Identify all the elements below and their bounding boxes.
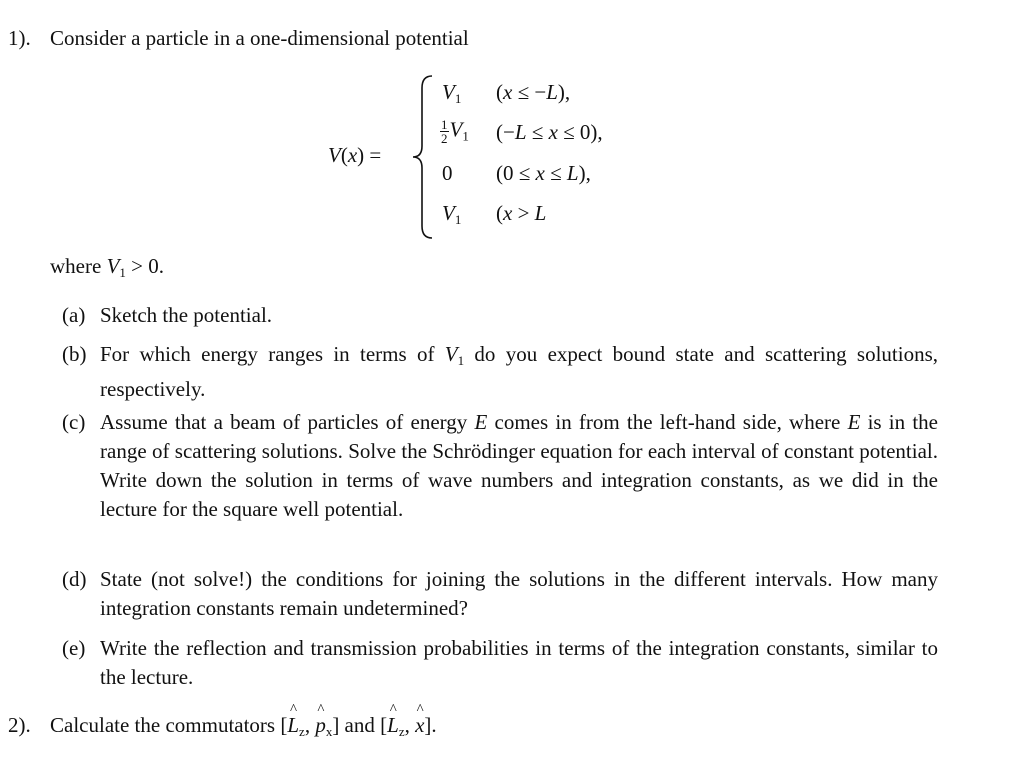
- problem-1-number: 1).: [8, 26, 31, 50]
- case-3-condition: (0 ≤ x ≤ L),: [496, 161, 591, 185]
- case-1-condition: (x ≤ −L),: [496, 80, 571, 104]
- case-2-condition: (−L ≤ x ≤ 0),: [496, 120, 603, 144]
- case-4-value: $V_1$: [442, 201, 462, 227]
- left-brace: [410, 74, 438, 240]
- part-c-text: Assume that a beam of particles of energy E comes in from the left-hand side, where E is in the range of scattering solutions. Solve the Schrödinger equation for each interval of constant potential. Write down the solution in terms of wave numbers and integration constants, as we did in the lecture for the square well potential.: [100, 410, 938, 521]
- where-clause: where $V_1 > 0$.: [50, 254, 164, 280]
- case-1-value: $V_1$: [442, 80, 462, 106]
- problem-1-intro: Consider a particle in a one-dimensional potential: [50, 26, 469, 50]
- case-2-value: $\frac{1}{2}$ $V_1$: [441, 117, 469, 146]
- part-e-text: Write the reflection and transmission probabilities in terms of the integration constants, similar to the lecture.: [100, 636, 938, 689]
- case-3-value: 0: [442, 161, 453, 185]
- part-d-label: (d): [62, 567, 87, 591]
- problem-2-text: Calculate the commutators [^ $L_z$, ^ $p_x$] and [^ $L_z$, ^ x].: [50, 715, 437, 738]
- case-4-condition: (x > L: [496, 201, 547, 225]
- part-a-text: Sketch the potential.: [100, 303, 273, 327]
- part-d-text: State (not solve!) the conditions for joining the solutions in the different intervals. How many integration constants remain undetermined?: [100, 567, 938, 620]
- part-c-label: (c): [62, 410, 86, 434]
- part-b-label: (b): [62, 342, 87, 366]
- part-a-label: (a): [62, 303, 86, 327]
- part-b-text: For which energy ranges in terms of $V_1$ do you expect bound state and scattering solutions, respectively.: [100, 342, 938, 401]
- equation-lhs: V(x) =: [328, 143, 382, 167]
- part-e-label: (e): [62, 636, 86, 660]
- problem-2-number: 2).: [8, 713, 31, 737]
